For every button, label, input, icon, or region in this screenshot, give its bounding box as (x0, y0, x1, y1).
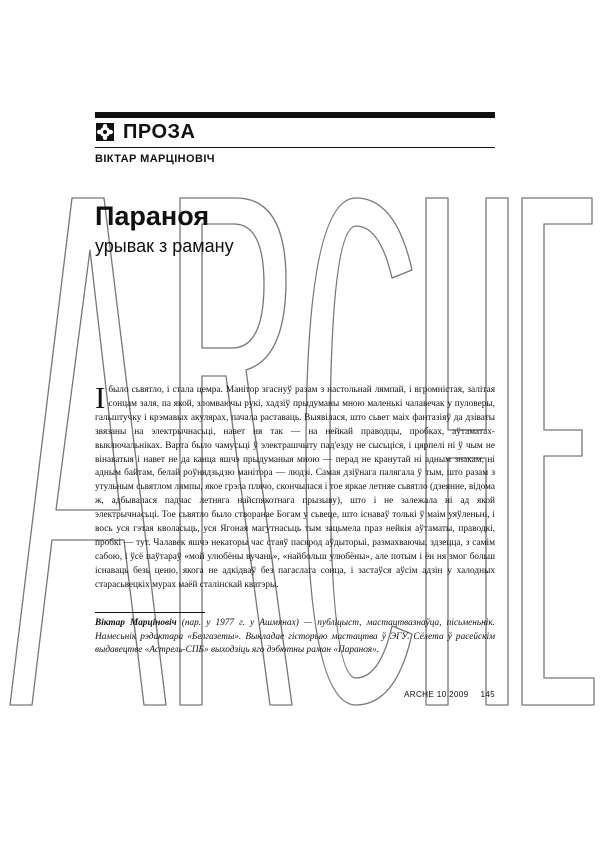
drop-cap: І (95, 380, 106, 415)
author-name: ВІКТАР МАРЦІНОВІЧ (95, 153, 215, 165)
section-divider (95, 147, 495, 148)
article-body-text: было сьвятло, і стала цемра. Манітор згаснуў разам з настольнай лямпай, і вгромністая, залітая сонцам заля, па якой, зломваючы рукі, хадзіў прыдуманы мною маленькі чалавечак у пуловеры, гальштучку і крэмавых акулярах, пачала раставаць. Выявілася, што сьвет маіх фантазіяў да дзіваты звязаны на электрычнасьці, навет ня так — на нейкай праводцы, пробках, аўтаматах-выключальніках. Варта было чамусьці ў электрашчыту пад'езду не сысьціся, і цярпелі ні ў чым не вінаватыя і навет не да канца яшчэ прыдуманыя мною — перад не кранутай ні адным знакам, ні адным байтам, белай роўнядзьдзю манітора — людзі. Самая дзіўнага палягала ў тым, што разам з утульным сьвятлом лямпы, якое грэла плячо, скончылася і тое яркае летняе сьвятло (дзеянне, відома ж, адбывалася падчас летняга найспякотнага прызыву), што і не залежала ні ад якой электрычнасьці. Тое сьвятло было створанае Богам у сьвеце, што існаваў толькі ў маім уяўленьні, і вось уся гэтая кволасьць, уся Ягоная магутнасьць тым зацьмела праз нейкія аўтаматы, праводкі, пробкі — тут. Чалавек яшчэ некаторы час стаяў пасярод аўдыторыі, размахваючы, здзецца, з самім сабою, і ўсё паўтараў «мой улюбёны вучань», «найбольш улюбёны», але потым і ён ня змог больш існаваць безь ценю, якога не адкідваў без пагаслага сонца, і застаўся аўсім адзін у халодных старасьвецкіх мурах маёй сталінскай кватэры. (95, 385, 495, 590)
bio-text: (нар. у 1977 г. у Ашмянах) — публіцыст, мастацтвазнаўца, пісьменьнік. Намесьнік рэдактара «Белгазеты». Выкладае гісторыю мастацтва ў ЭГУ. Сёлета ў расейскім выдавецтве «Астрель-СПБ» выходзіць яго дэбютны раман «Параноя». (95, 618, 495, 656)
article-subtitle: урывак з раману (95, 236, 234, 256)
bio-author-name: Віктар Марціновіч (95, 618, 177, 628)
journal-issue: ARCHE 10 2009 (404, 690, 469, 699)
bio-divider (95, 612, 205, 613)
article-body (95, 380, 495, 593)
page-footer (395, 690, 495, 699)
top-rule (95, 112, 495, 118)
section-header (95, 120, 195, 144)
flower-bullet-icon (95, 122, 115, 142)
page-number: 145 (480, 690, 495, 699)
article-title: Параноя (95, 201, 210, 231)
author-bio (95, 617, 495, 658)
section-title: ПРОЗА (123, 121, 196, 143)
